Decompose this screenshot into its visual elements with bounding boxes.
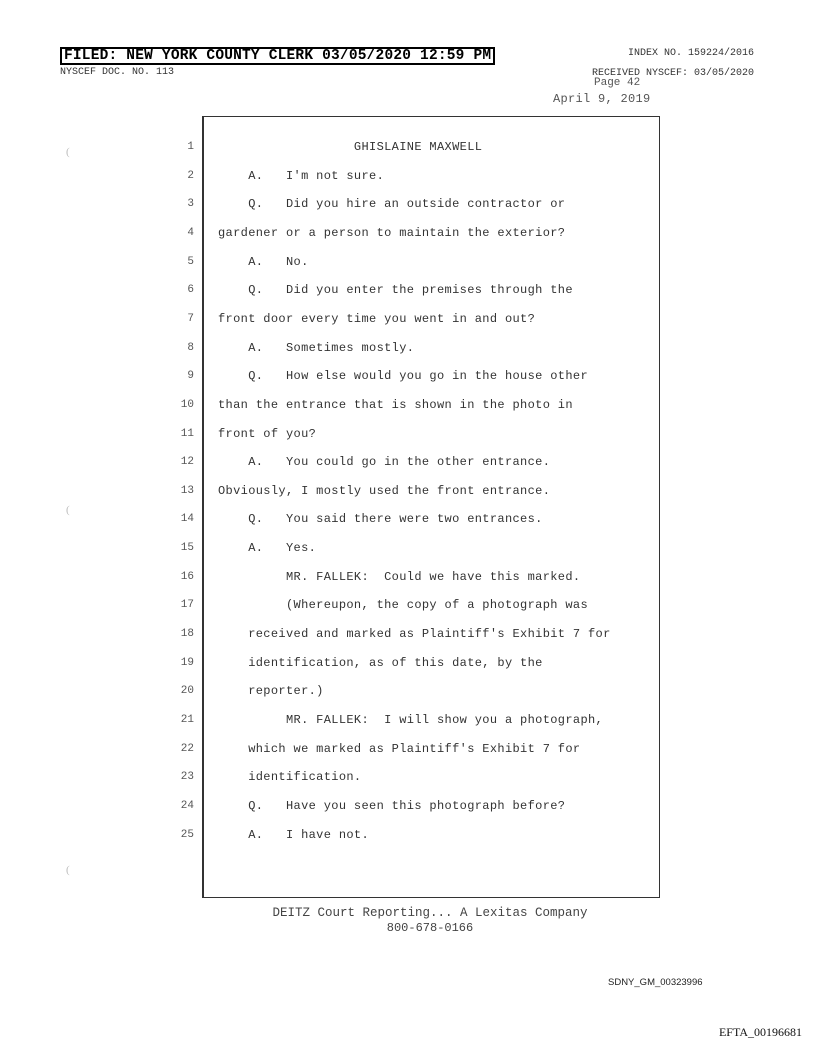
line-number: 16 bbox=[180, 570, 194, 583]
scan-mark: ( bbox=[66, 146, 70, 158]
transcript-line: Q. Have you seen this photograph before? bbox=[218, 798, 566, 813]
line-number: 21 bbox=[180, 714, 194, 726]
line-number: 19 bbox=[180, 656, 194, 669]
efta-number: EFTA_00196681 bbox=[718, 1025, 802, 1039]
line-number: 24 bbox=[180, 799, 194, 812]
deposition-date: April 9, 2019 bbox=[553, 92, 651, 106]
page-number: Page 42 bbox=[594, 77, 641, 89]
line-number: 9 bbox=[187, 370, 194, 383]
transcript-line: (Whereupon, the copy of a photograph was bbox=[218, 598, 589, 613]
transcript-line: A. You could go in the other entrance. bbox=[218, 455, 551, 470]
line-number: 8 bbox=[187, 341, 194, 354]
line-number: 25 bbox=[180, 828, 194, 841]
line-number: 13 bbox=[180, 484, 194, 497]
line-number: 14 bbox=[180, 513, 194, 526]
line-number: 2 bbox=[187, 169, 194, 182]
received-date: RECEIVED NYSCEF: 03/05/2020 bbox=[591, 68, 754, 79]
index-number: INDEX NO. 159224/2016 bbox=[627, 48, 754, 59]
line-number: 1 bbox=[187, 141, 194, 153]
line-number: 10 bbox=[180, 398, 194, 411]
scan-mark: ( bbox=[66, 504, 70, 516]
line-number: 17 bbox=[180, 599, 194, 612]
line-number: 11 bbox=[180, 427, 194, 440]
transcript-line: MR. FALLEK: I will show you a photograph, bbox=[218, 713, 604, 727]
transcript-line: Q. How else would you go in the house other bbox=[218, 369, 589, 384]
line-number: 23 bbox=[180, 771, 194, 784]
transcript-line: A. I have not. bbox=[218, 827, 370, 842]
transcript-line: Q. You said there were two entrances. bbox=[218, 512, 543, 527]
nyscef-doc-number: NYSCEF DOC. NO. 113 bbox=[60, 67, 175, 78]
transcript-line: identification. bbox=[218, 770, 362, 785]
transcript-line: front door every time you went in and out? bbox=[218, 311, 536, 326]
line-number: 7 bbox=[187, 312, 194, 325]
transcript-line: received and marked as Plaintiff's Exhibit 7 for bbox=[218, 627, 611, 642]
court-reporter-name: DEITZ Court Reporting... A Lexitas Company bbox=[272, 906, 588, 920]
transcript-line: A. Sometimes mostly. bbox=[218, 340, 415, 355]
line-number: 22 bbox=[180, 742, 194, 755]
bates-number: SDNY_GM_00323996 bbox=[608, 977, 703, 988]
line-number: 5 bbox=[187, 255, 194, 268]
line-number: 18 bbox=[180, 628, 194, 641]
transcript-line: Q. Did you hire an outside contractor or bbox=[218, 197, 566, 212]
transcript-line: GHISLAINE MAXWELL bbox=[218, 140, 483, 154]
line-number: 20 bbox=[180, 685, 194, 698]
line-number: 4 bbox=[187, 226, 194, 239]
line-number: 6 bbox=[187, 284, 194, 297]
line-number: 15 bbox=[180, 542, 194, 555]
transcript-line: A. Yes. bbox=[218, 541, 317, 556]
transcript-line: reporter.) bbox=[218, 684, 324, 699]
transcript-line: front of you? bbox=[218, 426, 317, 441]
transcript-line: A. No. bbox=[218, 254, 309, 269]
transcript-line: which we marked as Plaintiff's Exhibit 7 for bbox=[218, 741, 581, 756]
line-number: 3 bbox=[187, 198, 194, 211]
transcript-line: identification, as of this date, by the bbox=[218, 655, 543, 670]
transcript-line: gardener or a person to maintain the exterior? bbox=[218, 225, 566, 240]
transcript-line: Obviously, I mostly used the front entrance. bbox=[218, 483, 551, 498]
scan-mark: ( bbox=[66, 864, 70, 876]
filed-stamp: FILED: NEW YORK COUNTY CLERK 03/05/2020 12:59 PM bbox=[60, 47, 495, 65]
line-number: 12 bbox=[180, 456, 194, 469]
transcript-line: than the entrance that is shown in the photo in bbox=[218, 397, 573, 412]
court-reporter-phone: 800-678-0166 bbox=[386, 921, 474, 935]
transcript-line: MR. FALLEK: Could we have this marked. bbox=[218, 569, 581, 584]
transcript-line: Q. Did you enter the premises through the bbox=[218, 283, 573, 298]
transcript-line: A. I'm not sure. bbox=[218, 168, 385, 183]
